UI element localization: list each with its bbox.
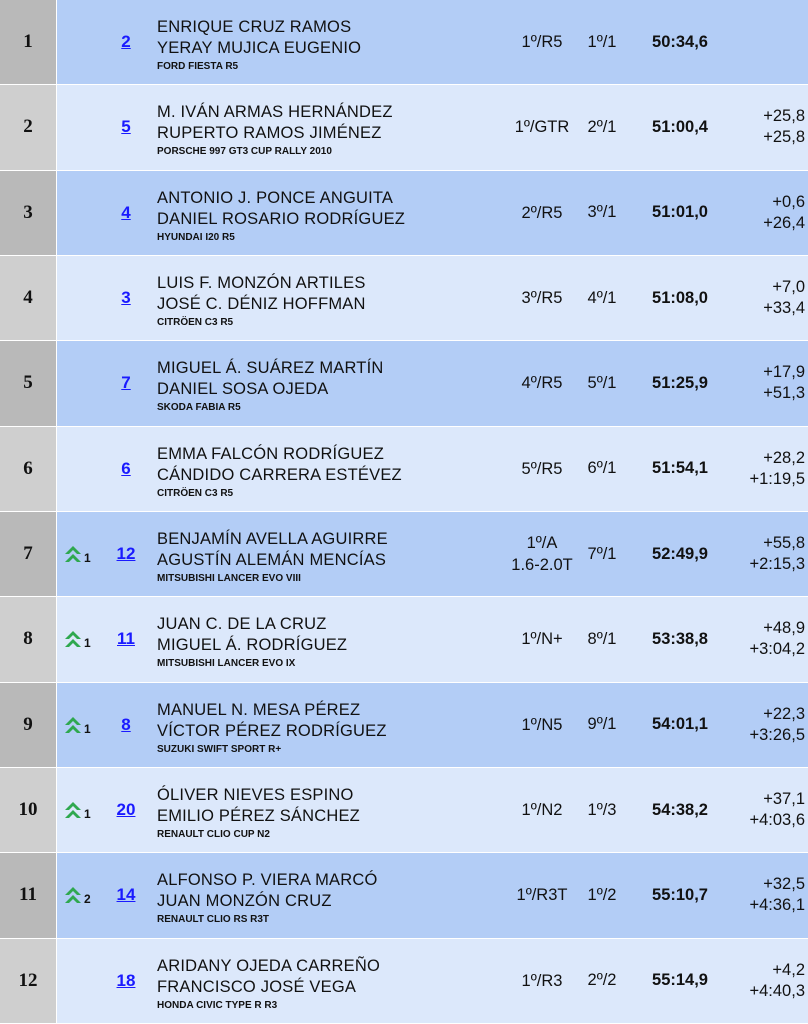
- codriver-name: EMILIO PÉREZ SÁNCHEZ: [157, 806, 360, 825]
- car-model: MITSUBISHI LANCER EVO VIII: [157, 572, 301, 584]
- diff-previous: +0,6: [772, 192, 805, 211]
- group-position: 4º/1: [587, 288, 617, 307]
- result-row: [0, 256, 808, 341]
- result-row: [0, 171, 808, 256]
- diff-leader: +4:36,1: [749, 896, 805, 915]
- diff-previous: +22,3: [763, 704, 805, 723]
- gain-count: 1: [84, 551, 91, 566]
- class-position-line: 1º/A: [526, 534, 558, 553]
- class-position-line: 1º/R3: [521, 971, 563, 990]
- group-position: 3º/1: [587, 203, 617, 222]
- row-content: [57, 939, 808, 1023]
- result-row: [0, 427, 808, 512]
- crew: [157, 358, 383, 415]
- codriver-name: YERAY MUJICA EUGENIO: [157, 39, 362, 57]
- row-content: [57, 853, 808, 937]
- diff-leader: +3:04,2: [749, 640, 805, 659]
- diff-leader: +33,4: [763, 299, 805, 318]
- gain-count: 1: [84, 721, 91, 736]
- diff-leader: +2:15,3: [749, 555, 805, 574]
- codriver-name: RUPERTO RAMOS JIMÉNEZ: [157, 124, 382, 143]
- crew: [157, 17, 361, 74]
- crew: [157, 529, 388, 586]
- row-content: [57, 171, 808, 255]
- position-gain: [63, 512, 91, 596]
- group-position: 2º/2: [587, 971, 617, 990]
- crew: [157, 614, 347, 671]
- driver-name: LUIS F. MONZÓN ARTILES: [157, 273, 366, 292]
- gain-count: 1: [84, 636, 91, 651]
- diff-leader: +1:19,5: [749, 469, 805, 488]
- car-number-link[interactable]: 6: [121, 458, 131, 478]
- group-position: 8º/1: [587, 629, 617, 648]
- car-model: CITRÖEN C3 R5: [157, 487, 234, 499]
- overall-position: 5: [0, 341, 57, 425]
- group-position: 7º/1: [587, 544, 617, 563]
- result-row: [0, 512, 808, 597]
- driver-name: ANTONIO J. PONCE ANGUITA: [157, 188, 394, 207]
- car-model: RENAULT CLIO CUP N2: [157, 828, 270, 840]
- overall-position: 1: [0, 0, 57, 84]
- car-number-link[interactable]: 14: [116, 885, 136, 905]
- car-number-link[interactable]: 18: [116, 970, 136, 990]
- row-content: [57, 768, 808, 852]
- crew: [157, 188, 405, 245]
- total-time: 53:38,8: [652, 629, 708, 648]
- class-position-line: 1º/R3T: [516, 886, 568, 905]
- total-time: 51:00,4: [652, 117, 708, 136]
- diff-previous: +55,8: [763, 534, 805, 553]
- overall-position: 7: [0, 512, 57, 596]
- time-differences: [717, 256, 805, 340]
- car-model: PORSCHE 997 GT3 CUP RALLY 2010: [157, 146, 332, 158]
- diff-leader: +26,4: [763, 213, 805, 232]
- group-position: 5º/1: [587, 373, 617, 392]
- codriver-name: JOSÉ C. DÉNIZ HOFFMAN: [157, 294, 366, 313]
- double-chevron-up-icon: [63, 543, 83, 565]
- diff-previous: +7,0: [772, 278, 805, 297]
- time-differences: [717, 171, 805, 255]
- diff-previous: +32,5: [763, 875, 805, 894]
- group-position: 2º/1: [587, 117, 617, 136]
- total-time: 51:08,0: [652, 288, 708, 307]
- car-number-link[interactable]: 5: [121, 117, 131, 137]
- time-differences: [717, 853, 805, 937]
- driver-name: MIGUEL Á. SUÁREZ MARTÍN: [157, 359, 384, 378]
- diff-previous: +4,2: [772, 960, 805, 979]
- row-content: [57, 85, 808, 169]
- group-position: 1º/1: [587, 32, 617, 51]
- gain-count: 2: [84, 892, 91, 907]
- result-row: [0, 939, 808, 1024]
- row-content: [57, 512, 808, 596]
- position-gain: [63, 597, 91, 681]
- driver-name: ÓLIVER NIEVES ESPINO: [157, 785, 354, 804]
- position-gain: [63, 768, 91, 852]
- time-differences: [717, 597, 805, 681]
- overall-position: 10: [0, 768, 57, 852]
- diff-leader: +4:03,6: [749, 811, 805, 830]
- diff-previous: +37,1: [763, 790, 805, 809]
- time-differences: [717, 0, 805, 84]
- car-number-link[interactable]: 12: [116, 544, 136, 564]
- result-row: [0, 0, 808, 85]
- diff-leader: +25,8: [763, 128, 805, 147]
- double-chevron-up-icon: [63, 884, 83, 906]
- group-position: 6º/1: [587, 459, 617, 478]
- result-row: [0, 683, 808, 768]
- position-gain: [63, 683, 91, 767]
- row-content: [57, 427, 808, 511]
- double-chevron-up-icon: [63, 799, 83, 821]
- car-model: HYUNDAI I20 R5: [157, 231, 235, 243]
- car-number-link[interactable]: 8: [121, 714, 131, 734]
- class-position-line: 2º/R5: [521, 203, 563, 222]
- codriver-name: DANIEL ROSARIO RODRÍGUEZ: [157, 209, 406, 228]
- total-time: 51:01,0: [652, 203, 708, 222]
- class-position-line: 1º/R5: [521, 33, 563, 52]
- codriver-name: VÍCTOR PÉREZ RODRÍGUEZ: [157, 721, 387, 740]
- time-differences: [717, 341, 805, 425]
- time-differences: [717, 683, 805, 767]
- driver-name: MANUEL N. MESA PÉREZ: [157, 700, 361, 719]
- driver-name: ENRIQUE CRUZ RAMOS: [157, 18, 352, 36]
- crew: [157, 956, 380, 1013]
- car-model: RENAULT CLIO RS R3T: [157, 914, 270, 926]
- group-position: 1º/2: [587, 885, 617, 904]
- crew: [157, 700, 387, 757]
- codriver-name: MIGUEL Á. RODRÍGUEZ: [157, 636, 348, 655]
- class-position-line: 3º/R5: [521, 289, 563, 308]
- car-number-link[interactable]: 2: [121, 32, 131, 52]
- overall-position: 4: [0, 256, 57, 340]
- overall-position: 12: [0, 939, 57, 1023]
- driver-name: ALFONSO P. VIERA MARCÓ: [157, 871, 378, 890]
- row-content: [57, 256, 808, 340]
- class-position-line: 1.6-2.0T: [511, 556, 573, 575]
- class-position-line: 1º/N5: [521, 715, 563, 734]
- car-number-link[interactable]: 3: [121, 288, 131, 308]
- car-number-link[interactable]: 4: [121, 202, 131, 222]
- class-position-line: 1º/N2: [521, 801, 563, 820]
- diff-leader: +4:40,3: [749, 981, 805, 1000]
- car-number-link[interactable]: 11: [117, 629, 135, 649]
- crew: [157, 273, 366, 330]
- total-time: 50:34,6: [652, 32, 708, 51]
- position-gain: [63, 853, 91, 937]
- codriver-name: FRANCISCO JOSÉ VEGA: [157, 977, 357, 996]
- codriver-name: DANIEL SOSA OJEDA: [157, 380, 329, 399]
- overall-position: 9: [0, 683, 57, 767]
- time-differences: [717, 512, 805, 596]
- overall-position: 11: [0, 853, 57, 937]
- result-row: [0, 768, 808, 853]
- row-content: [57, 341, 808, 425]
- row-content: [57, 683, 808, 767]
- result-row: [0, 597, 808, 682]
- car-model: CITRÖEN C3 R5: [157, 316, 234, 328]
- codriver-name: CÁNDIDO CARRERA ESTÉVEZ: [157, 465, 402, 484]
- car-model: HONDA CIVIC TYPE R R3: [157, 999, 278, 1011]
- driver-name: ARIDANY OJEDA CARREÑO: [157, 956, 381, 975]
- time-differences: [717, 85, 805, 169]
- total-time: 54:38,2: [652, 800, 708, 819]
- class-position-line: 5º/R5: [521, 459, 563, 478]
- group-position: 9º/1: [587, 715, 617, 734]
- car-number-link[interactable]: 7: [121, 373, 131, 393]
- class-position-line: 4º/R5: [521, 374, 563, 393]
- time-differences: [717, 427, 805, 511]
- crew: [157, 785, 360, 842]
- gain-count: 1: [84, 807, 91, 822]
- driver-name: JUAN C. DE LA CRUZ: [157, 615, 327, 634]
- crew: [157, 870, 378, 927]
- overall-position: 3: [0, 171, 57, 255]
- overall-position: 6: [0, 427, 57, 511]
- car-model: SUZUKI SWIFT SPORT R+: [157, 743, 282, 755]
- diff-previous: +28,2: [763, 448, 805, 467]
- total-time: 51:25,9: [652, 373, 708, 392]
- row-content: [57, 597, 808, 681]
- driver-name: EMMA FALCÓN RODRÍGUEZ: [157, 444, 384, 463]
- car-model: SKODA FABIA R5: [157, 402, 241, 414]
- total-time: 51:54,1: [652, 459, 708, 478]
- diff-leader: +3:26,5: [749, 725, 805, 744]
- total-time: 55:14,9: [652, 971, 708, 990]
- crew: [157, 102, 393, 159]
- diff-previous: +25,8: [763, 107, 805, 126]
- result-row: [0, 853, 808, 938]
- overall-position: 8: [0, 597, 57, 681]
- car-number-link[interactable]: 20: [116, 800, 136, 820]
- class-position-line: 1º/N+: [521, 630, 563, 649]
- total-time: 55:10,7: [652, 885, 708, 904]
- driver-name: M. IVÁN ARMAS HERNÁNDEZ: [157, 103, 393, 122]
- overall-position: 2: [0, 85, 57, 169]
- double-chevron-up-icon: [63, 628, 83, 650]
- result-row: [0, 341, 808, 426]
- diff-leader: +51,3: [763, 384, 805, 403]
- group-position: 1º/3: [587, 800, 617, 819]
- diff-previous: +48,9: [763, 619, 805, 638]
- row-content: [57, 0, 808, 84]
- driver-name: BENJAMÍN AVELLA AGUIRRE: [157, 529, 388, 548]
- crew: [157, 444, 402, 501]
- time-differences: [717, 768, 805, 852]
- car-model: FORD FIESTA R5: [157, 61, 239, 72]
- time-differences: [717, 939, 805, 1023]
- total-time: 54:01,1: [652, 715, 708, 734]
- class-position-line: 1º/GTR: [514, 118, 570, 137]
- result-row: [0, 85, 808, 170]
- car-model: MITSUBISHI LANCER EVO IX: [157, 658, 296, 670]
- double-chevron-up-icon: [63, 714, 83, 736]
- codriver-name: AGUSTÍN ALEMÁN MENCÍAS: [157, 550, 387, 569]
- diff-previous: +17,9: [763, 363, 805, 382]
- codriver-name: JUAN MONZÓN CRUZ: [157, 892, 332, 911]
- total-time: 52:49,9: [652, 544, 708, 563]
